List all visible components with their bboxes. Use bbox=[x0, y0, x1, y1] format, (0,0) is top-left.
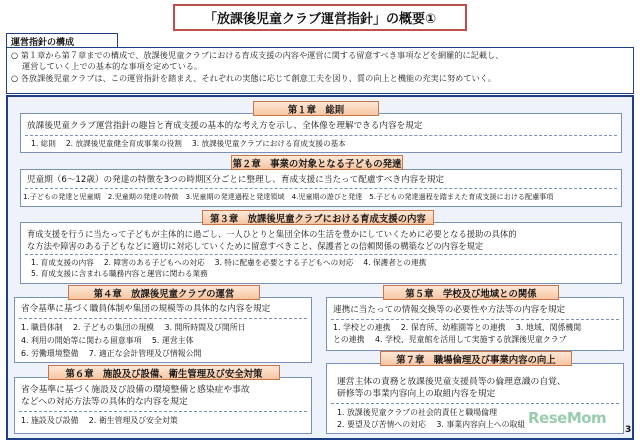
chapter-2-label: 第２章 事業の対象となる子どもの発達 bbox=[231, 155, 403, 170]
chapter-2-items: 1.子どもの発達と児童期 2.児童期の発達の特徴 3.児童期の発達過程と発達領域 4.児童期の遊びと発達 5.子どもの発達過程を踏まえた育成支援における配慮事項 bbox=[23, 192, 554, 201]
chapter-1-items: 1. 総則 2. 放課後児童健全育成事業の役割 3. 放課後児童クラブにおける育成支援の基本 bbox=[31, 139, 346, 148]
divider bbox=[19, 318, 307, 319]
chapter-5-box bbox=[326, 297, 624, 351]
chapter-7-label: 第７章 職場倫理及び事業内容の向上 bbox=[380, 351, 572, 366]
chapter-3-items: 1. 育成支援の内容 2. 障害のある子どもへの対応 3. 特に配慮を必要とする子どもへの対応 4. 保護者との連携 bbox=[31, 258, 427, 267]
chapter-6-text: 省令基準に基づく施設及び設備の環境整備と感染症や事故 bbox=[21, 385, 250, 395]
divider bbox=[331, 319, 619, 320]
chapter-5-items: 1. 学校との連携 2. 保育所、幼稚園等との連携 3. 地域、関係機関 bbox=[333, 323, 582, 332]
chapter-7-text: 研修等の事業内容向上の取組内容を規定 bbox=[337, 389, 496, 399]
chapter-3-label: 第３章 放課後児童クラブにおける育成支援の内容 bbox=[202, 210, 434, 225]
chapter-4-text: 省令基準に基づく職員体制や集団の規模等の具体的な内容を規定 bbox=[21, 304, 271, 314]
chapter-4-items: 4. 利用の開始等に関わる留意事項 5. 運営主体 bbox=[21, 336, 194, 345]
resemom-watermark: ReseMom bbox=[528, 409, 607, 427]
chapter-3-items: 5. 育成支援に含まれる職務内容と運営に関わる業務 bbox=[31, 269, 208, 278]
chapter-1-box bbox=[20, 113, 622, 153]
chapter-7-items: 2. 要望及び苦情への対応 3. 事業内容向上への取組 bbox=[337, 420, 526, 429]
divider bbox=[25, 254, 617, 255]
chapter-6-box bbox=[14, 377, 312, 434]
chapter-3-text: 育成支援を行うに当たって子どもが主体的に過ごし、一人ひとりと集団全体の生活を豊かにしていくために必要となる援助の具体的 bbox=[27, 229, 517, 239]
kosei-heading: 運営指針の構成 bbox=[6, 33, 118, 48]
kosei-line: 運営していく上での基本的な事項を定めている。 bbox=[22, 61, 203, 72]
chapter-4-items: 6. 労働環境整備 7. 適正な会計管理及び情報公開 bbox=[21, 349, 202, 358]
chapter-4-items: 1. 職員体制 2. 子どもの集団の規模 3. 開所時間及び開所日 bbox=[21, 323, 246, 332]
chapter-1-label: 第１章 総則 bbox=[253, 101, 379, 116]
chapter-6-text: などへの対応方法等の具体的な内容を規定 bbox=[21, 397, 188, 407]
chapter-5-text: 連携に当たっての情報交換等の必要性や方法等の内容を規定 bbox=[333, 305, 566, 315]
divider bbox=[19, 411, 307, 412]
divider bbox=[25, 135, 617, 136]
page-number: 3 bbox=[625, 425, 632, 435]
chapters-panel bbox=[6, 95, 634, 440]
page-title: 「放課後児童クラブ運営指針」の概要① bbox=[173, 4, 467, 31]
chapter-2-box bbox=[20, 169, 622, 207]
chapter-4-box bbox=[14, 297, 312, 363]
chapter-6-label: 第６章 施設及び設備、衛生管理及び安全対策 bbox=[48, 365, 280, 380]
chapter-6-items: 1. 施設及び設備 2. 衛生管理及び安全対策 bbox=[21, 416, 178, 425]
chapter-2-text: 児童期（6～12歳）の発達の特徴を3つの時期区分ごとに整理し、育成支援に当たって配慮すべき内容を規定 bbox=[27, 175, 445, 185]
chapter-3-text: な方法や障害のある子どもなどに適切に対応していくために留意すべきこと、保護者との信頼関係の構築などの内容を規定 bbox=[27, 241, 484, 251]
chapter-5-items: との連携 4. 学校、児童館を活用して実施する放課後児童クラブ bbox=[333, 335, 567, 344]
divider bbox=[331, 403, 619, 404]
chapter-5-label: 第５章 学校及び地域との関係 bbox=[383, 285, 559, 300]
chapter-7-text: 運営主体の責務と放課後児童支援員等の倫理意識の自覚、 bbox=[337, 377, 566, 387]
divider bbox=[25, 188, 617, 189]
kosei-box bbox=[6, 47, 634, 94]
kosei-line: ○ 各放課後児童クラブは、この運営指針を踏まえ、それぞれの実態に応じて創意工夫を図り、質の向上と機能の充実に努めていく。 bbox=[11, 72, 496, 83]
kosei-line: ○ 第１章から第７章までの構成で、放課後児童クラブにおける育成支援の内容や運営に関する留意すべき事項などを網羅的に記載し、 bbox=[11, 50, 504, 60]
chapter-3-box bbox=[20, 222, 622, 284]
chapter-7-items: 1. 放課後児童クラブの社会的責任と職場倫理 bbox=[337, 408, 497, 417]
chapter-4-label: 第４章 放課後児童クラブの運営 bbox=[68, 285, 260, 300]
chapter-1-text: 放課後児童クラブ運営指針の趣旨と育成支援の基本的な考え方を示し、全体像を理解できる内容を規定 bbox=[27, 121, 423, 131]
